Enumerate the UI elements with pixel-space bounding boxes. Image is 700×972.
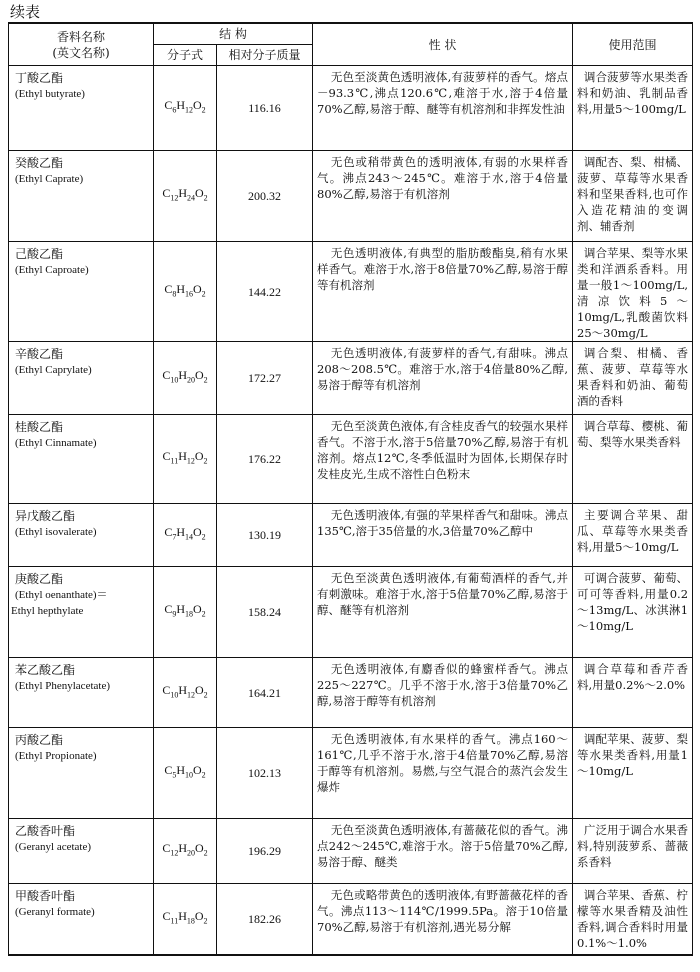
- usage-cell: [573, 342, 693, 415]
- usage-cell: [573, 504, 693, 567]
- formula-subscript: 10: [170, 375, 179, 385]
- table-body: [9, 66, 693, 955]
- formula-subscript: 2: [203, 375, 208, 385]
- properties-cell: [313, 242, 573, 342]
- formula-subscript: 2: [203, 848, 208, 858]
- molecular-mass: 102.13: [217, 728, 313, 819]
- ester-name-cn: 桂酸乙酯: [15, 420, 64, 434]
- ester-name-cn: 异戊酸乙酯: [15, 509, 76, 523]
- formula-subscript: 2: [201, 609, 206, 619]
- properties-text: 无色至淡黄色透明液体,有蔷薇花似的香气。沸点242～245℃,难溶于水。溶于5倍量70%乙醇,易溶于醇、醚类: [317, 823, 569, 869]
- properties-text: 无色至淡黄色透明液体,有葡萄酒样的香气,并有刺激味。难溶于水,溶于5倍量70%乙醇,易溶于醇、醚等有机溶剂: [317, 571, 569, 617]
- table-row: [9, 728, 693, 819]
- formula-subscript: 8: [172, 289, 177, 299]
- molecular-mass: 196.29: [217, 819, 313, 884]
- molecular-formula: [154, 342, 217, 415]
- usage-text: 调合梨、柑橘、香蕉、菠萝、草莓等水果香料和奶油、葡萄酒的香料: [577, 346, 689, 408]
- formula-element: C: [162, 841, 171, 856]
- table-row: [9, 884, 693, 955]
- formula-subscript: 10: [170, 690, 179, 700]
- formula-subscript: 2: [201, 289, 206, 299]
- header-formula: 分子式: [154, 45, 217, 66]
- ester-name-cell: [9, 342, 154, 415]
- continued-label: 续表: [10, 3, 41, 21]
- formula-subscript: 5: [172, 770, 177, 780]
- table-row: [9, 151, 693, 242]
- usage-cell: [573, 567, 693, 658]
- formula-subscript: 18: [186, 916, 195, 926]
- molecular-formula: [154, 884, 217, 955]
- formula-element: O: [193, 281, 202, 296]
- properties-cell: [313, 819, 573, 884]
- properties-text: 无色透明液体,有水果样的香气。沸点160～161℃,几乎不溶于水,溶于4倍量70%乙醇,易溶于醇等有机溶剂。易燃,与空气混合的蒸汽会发生爆炸: [317, 732, 569, 794]
- molecular-formula: [154, 728, 217, 819]
- molecular-formula: [154, 151, 217, 242]
- formula-element: H: [178, 186, 187, 201]
- formula-subscript: 12: [186, 456, 195, 466]
- properties-cell: [313, 415, 573, 504]
- formula-subscript: 2: [203, 690, 208, 700]
- molecular-mass: 200.32: [217, 151, 313, 242]
- molecular-mass: 172.27: [217, 342, 313, 415]
- usage-cell: [573, 415, 693, 504]
- molecular-mass: 158.24: [217, 567, 313, 658]
- usage-cell: [573, 242, 693, 342]
- usage-cell: [573, 658, 693, 728]
- ester-name-en: (Ethyl Propionate): [15, 750, 97, 762]
- formula-element: C: [164, 763, 173, 778]
- usage-text: 调合草莓、樱桃、葡萄、梨等水果类香料: [577, 419, 689, 449]
- formula-element: O: [193, 763, 202, 778]
- ester-name-en: (Ethyl Cinnamate): [15, 437, 97, 449]
- formula-element: O: [195, 368, 204, 383]
- usage-cell: [573, 819, 693, 884]
- molecular-formula: [154, 415, 217, 504]
- formula-subscript: 20: [187, 375, 195, 385]
- ester-name-cn: 丙酸乙酯: [15, 733, 64, 747]
- formula-element: C: [164, 281, 173, 296]
- molecular-mass: 144.22: [217, 242, 313, 342]
- ester-name-en: (Geranyl formate): [15, 906, 95, 918]
- ester-name-cn: 癸酸乙酯: [15, 156, 64, 170]
- properties-text: 无色至淡黄色透明液体,有菠萝样的香气。熔点－93.3℃,沸点120.6℃,难溶于水,溶于4倍量70%乙醇,易溶于醇、醚等有机溶剂和非挥发性油: [317, 70, 569, 116]
- formula-subscript: 9: [172, 609, 177, 619]
- properties-cell: [313, 342, 573, 415]
- formula-subscript: 2: [203, 193, 208, 203]
- header-name-cn: 香料名称: [56, 29, 105, 44]
- ester-name-cell: [9, 415, 154, 504]
- properties-cell: [313, 884, 573, 955]
- ester-name-cn: 乙酸香叶酯: [15, 824, 76, 838]
- properties-cell: [313, 728, 573, 819]
- formula-subscript: 12: [170, 193, 179, 203]
- formula-subscript: 20: [187, 848, 195, 858]
- molecular-mass: 164.21: [217, 658, 313, 728]
- properties-text: 无色透明液体,有典型的脂肪酸酯臭,稍有水果样香气。难溶于水,溶于8倍量70%乙醇,易溶于醇等有机溶剂: [317, 246, 569, 292]
- formula-element: O: [193, 525, 202, 540]
- formula-element: O: [194, 449, 204, 464]
- formula-element: H: [178, 841, 187, 856]
- formula-subscript: 12: [185, 105, 193, 115]
- ester-name-en: (Ethyl Caprate): [15, 173, 84, 185]
- usage-cell: [573, 151, 693, 242]
- formula-subscript: 24: [187, 193, 195, 203]
- formula-subscript: 12: [170, 848, 179, 858]
- molecular-formula: [154, 504, 217, 567]
- formula-element: C: [162, 186, 171, 201]
- formula-subscript: 16: [185, 289, 193, 299]
- formula-subscript: 12: [187, 690, 195, 700]
- header-mass: 相对分子质量: [217, 45, 313, 66]
- ester-name-cell: [9, 728, 154, 819]
- table-row: [9, 242, 693, 342]
- formula-element: O: [193, 98, 202, 113]
- molecular-mass: 176.22: [217, 415, 313, 504]
- molecular-formula: [154, 567, 217, 658]
- ester-name-cell: [9, 567, 154, 658]
- molecular-formula: [154, 66, 217, 151]
- usage-cell: [573, 728, 693, 819]
- ester-name-en-alt: Ethyl hepthylate: [11, 605, 84, 617]
- formula-subscript: 11: [170, 916, 179, 926]
- formula-element: H: [176, 602, 185, 617]
- formula-element: H: [178, 682, 187, 697]
- formula-element: H: [178, 909, 187, 924]
- molecular-mass: 182.26: [217, 884, 313, 955]
- properties-text: 无色透明液体,有麝香似的蜂蜜样香气。沸点225～227℃。几乎不溶于水,溶于3倍量70%乙醇,易溶于醇等有机溶剂: [317, 662, 569, 708]
- formula-element: O: [194, 909, 204, 924]
- formula-element: O: [195, 682, 204, 697]
- formula-element: C: [162, 909, 171, 924]
- formula-subscript: 2: [201, 770, 206, 780]
- usage-text: 调配苹果、菠萝、梨等水果类香料,用量1～10mg/L: [577, 732, 689, 778]
- table-row: [9, 658, 693, 728]
- ester-name-en: (Ethyl isovalerate): [15, 526, 97, 538]
- usage-text: 主要调合苹果、甜瓜、草莓等水果类香料,用量5～10mg/L: [577, 508, 689, 554]
- usage-text: 调合菠萝等水果类香料和奶油、乳制品香料,用量5～100mg/L: [577, 70, 689, 116]
- ester-name-en: (Ethyl Caprylate): [15, 364, 92, 376]
- ester-name-cell: [9, 819, 154, 884]
- header-name: [9, 23, 154, 66]
- ester-name-cn: 庚酸乙酯: [15, 572, 64, 586]
- molecular-formula: [154, 819, 217, 884]
- header-structure: 结 构: [154, 23, 313, 45]
- ester-name-en: (Ethyl Caproate): [15, 264, 89, 276]
- table-row: [9, 819, 693, 884]
- ester-name-cell: [9, 504, 154, 567]
- flavor-esters-table: [8, 22, 693, 956]
- formula-element: C: [164, 602, 173, 617]
- ester-name-cell: [9, 658, 154, 728]
- formula-element: C: [162, 682, 171, 697]
- formula-element: H: [178, 449, 187, 464]
- formula-element: C: [162, 368, 171, 383]
- formula-subscript: 11: [170, 456, 179, 466]
- table-row: [9, 342, 693, 415]
- formula-subscript: 2: [201, 105, 206, 115]
- table-row: [9, 415, 693, 504]
- ester-name-cell: [9, 66, 154, 151]
- properties-text: 无色或稍带黄色的透明液体,有弱的水果样香气。沸点243～245℃。难溶于水,溶于4倍量80%乙醇,易溶于有机溶剂: [317, 155, 569, 201]
- formula-subscript: 2: [203, 916, 208, 926]
- formula-element: H: [176, 281, 185, 296]
- formula-element: O: [193, 602, 202, 617]
- ester-name-en: (Geranyl acetate): [15, 841, 92, 853]
- properties-cell: [313, 658, 573, 728]
- ester-name-cell: [9, 151, 154, 242]
- formula-subscript: 2: [201, 532, 206, 542]
- properties-text: 无色至淡黄色液体,有含桂皮香气的较强水果样香气。不溶于水,溶于5倍量70%乙醇,易溶于有机溶剂。熔点12℃,冬季低温时为固体,长期保存时发桂皮光,生成不溶性白色粉末: [317, 419, 569, 481]
- ester-name-en: (Ethyl Phenylacetate): [15, 680, 110, 692]
- table-row: [9, 504, 693, 567]
- properties-cell: [313, 66, 573, 151]
- usage-text: 可调合菠萝、葡萄、可可等香料,用量0.2～13mg/L、冰淇淋1～10mg/L: [577, 571, 689, 633]
- formula-subscript: 10: [185, 770, 193, 780]
- formula-element: O: [195, 186, 204, 201]
- ester-name-cn: 己酸乙酯: [15, 247, 64, 261]
- properties-cell: [313, 504, 573, 567]
- molecular-mass: 130.19: [217, 504, 313, 567]
- properties-cell: [313, 151, 573, 242]
- formula-subscript: 14: [185, 532, 193, 542]
- ester-name-en: (Ethyl oenanthate)＝: [15, 589, 108, 601]
- usage-cell: [573, 884, 693, 955]
- usage-text: 调合草莓和香芹香料,用量0.2%～2.0%: [577, 662, 689, 692]
- header-name-en: (英文名称): [52, 45, 110, 60]
- ester-name-en: (Ethyl butyrate): [15, 88, 85, 100]
- formula-element: C: [162, 449, 171, 464]
- usage-cell: [573, 66, 693, 151]
- molecular-formula: [154, 242, 217, 342]
- formula-element: C: [164, 525, 173, 540]
- formula-element: H: [176, 763, 185, 778]
- properties-text: 无色透明液体,有菠萝样的香气,有甜味。沸点208～208.5℃。难溶于水,溶于4倍量80%乙醇,易溶于醇等有机溶剂: [317, 346, 569, 392]
- formula-element: H: [176, 525, 185, 540]
- ester-name-cn: 丁酸乙酯: [15, 71, 64, 85]
- formula-subscript: 6: [172, 105, 177, 115]
- ester-name-cn: 辛酸乙酯: [15, 347, 64, 361]
- ester-name-cell: [9, 884, 154, 955]
- properties-text: 无色或略带黄色的透明液体,有野蔷薇花样的香气。沸点113～114℃/1999.5Pa。溶于10倍量70%乙醇,易溶于有机溶剂,遇光易分解: [317, 888, 569, 934]
- properties-cell: [313, 567, 573, 658]
- ester-name-cn: 苯乙酸乙酯: [15, 663, 76, 677]
- formula-element: H: [178, 368, 187, 383]
- usage-text: 调合苹果、梨等水果类和洋酒系香料。用量一般1～100mg/L,清凉饮料5～10mg/L,乳酸菌饮料25～30mg/L: [577, 246, 689, 340]
- ester-name-cn: 甲酸香叶酯: [15, 889, 76, 903]
- properties-text: 无色透明液体,有强的苹果样香气和甜味。沸点135℃,溶于35倍量的水,3倍量70%乙醇中: [317, 508, 569, 538]
- formula-element: C: [164, 98, 173, 113]
- formula-element: H: [176, 98, 185, 113]
- usage-text: 广泛用于调合水果香料,特别菠萝系、蔷薇系香料: [577, 823, 689, 869]
- table-row: [9, 567, 693, 658]
- table-row: [9, 66, 693, 151]
- usage-text: 调配杏、梨、柑橘、菠萝、草莓等水果香料和坚果香料,也可作入造花精油的变调剂、辅香剂: [577, 155, 689, 233]
- molecular-formula: [154, 658, 217, 728]
- molecular-mass: 116.16: [217, 66, 313, 151]
- formula-subscript: 7: [172, 532, 177, 542]
- header-usage: 使用范围: [573, 23, 693, 66]
- ester-name-cell: [9, 242, 154, 342]
- header-properties: 性 状: [313, 23, 573, 66]
- usage-text: 调合苹果、香蕉、柠檬等水果香精及油性香料,调合香料时用量0.1%～1.0%: [577, 888, 689, 950]
- formula-element: O: [195, 841, 204, 856]
- formula-subscript: 18: [185, 609, 193, 619]
- formula-subscript: 2: [203, 456, 208, 466]
